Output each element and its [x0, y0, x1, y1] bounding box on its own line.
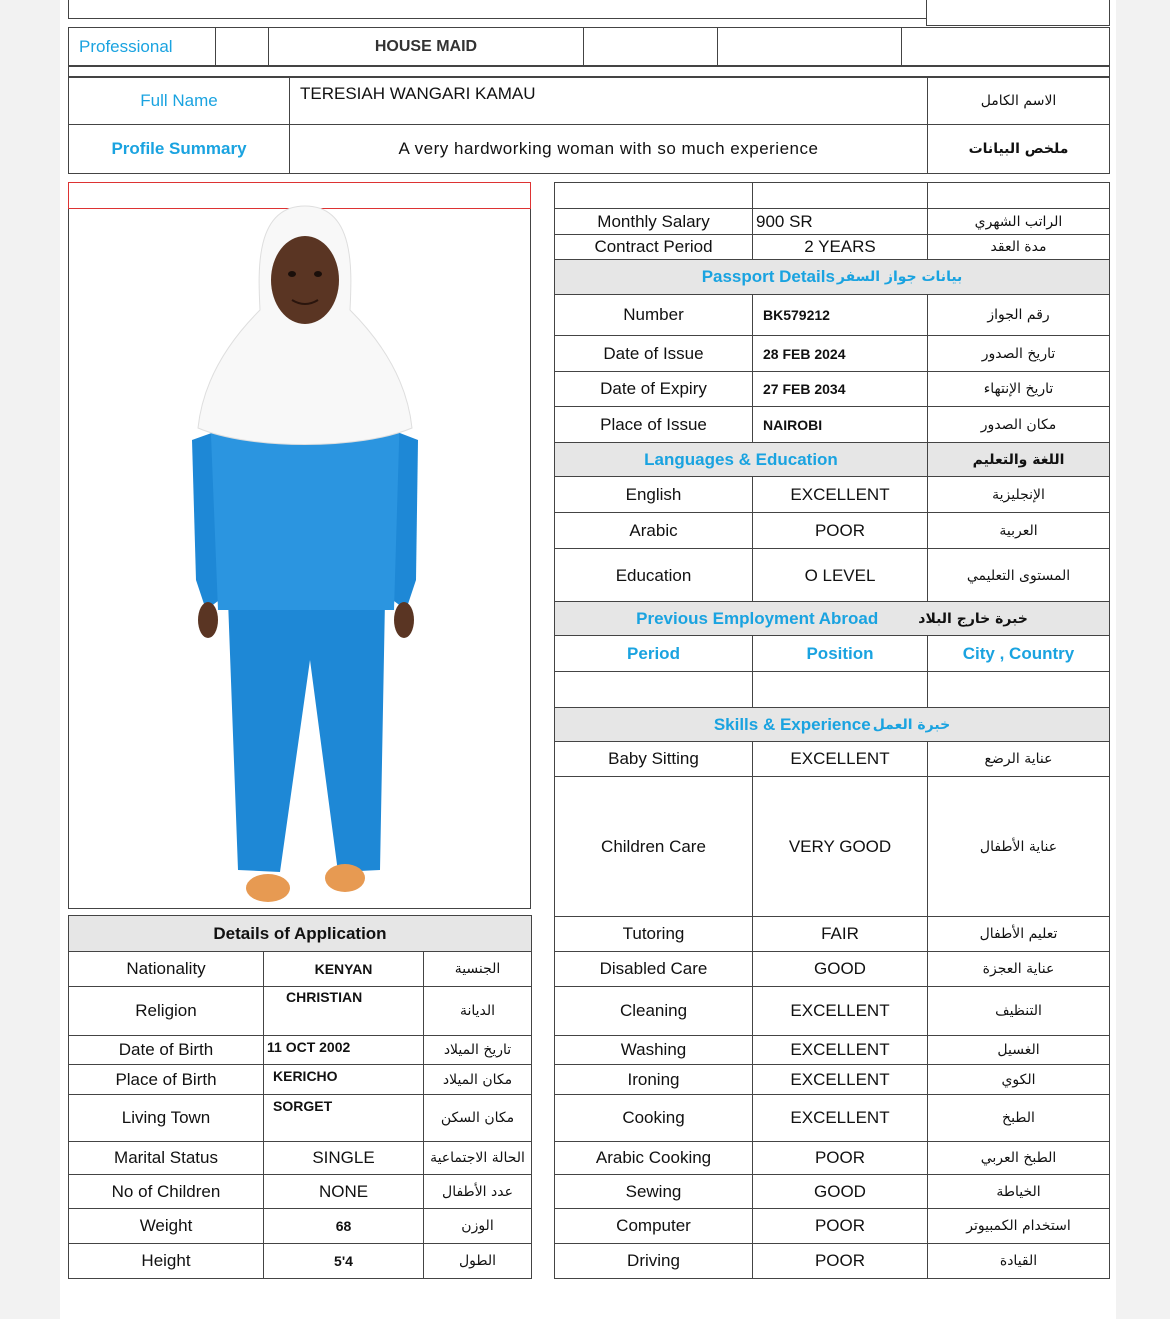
full-name-value: TERESIAH WANGARI KAMAU	[289, 77, 928, 125]
application-value: CHRISTIAN	[263, 986, 424, 1036]
skill-arabic: عناية العجزة	[927, 951, 1110, 987]
application-arabic: مكان الميلاد	[423, 1064, 532, 1095]
skill-value: GOOD	[752, 951, 928, 987]
empty-cell	[215, 27, 269, 66]
contract-period-label: Contract Period	[554, 234, 753, 260]
application-label: No of Children	[68, 1174, 264, 1209]
application-arabic: الطول	[423, 1243, 532, 1279]
application-arabic: مكان السكن	[423, 1094, 532, 1142]
profile-summary-arabic: ملخص البيانات	[927, 124, 1110, 174]
skill-arabic: استخدام الكمبيوتر	[927, 1208, 1110, 1244]
profile-summary-label: Profile Summary	[68, 124, 290, 174]
skill-label: Arabic Cooking	[554, 1141, 753, 1175]
passport-details-title-text: Passport Details	[701, 267, 835, 286]
passport-label: Date of Expiry	[554, 371, 753, 407]
language-label: English	[554, 476, 753, 513]
application-arabic: عدد الأطفال	[423, 1174, 532, 1209]
application-label: Nationality	[68, 951, 264, 987]
profile-summary-value: A very hardworking woman with so much experience	[289, 124, 928, 174]
language-arabic: العربية	[927, 512, 1110, 549]
skill-value: POOR	[752, 1208, 928, 1244]
skill-value: EXCELLENT	[752, 741, 928, 777]
employment-empty-cell	[752, 671, 928, 708]
skill-label: Cooking	[554, 1094, 753, 1142]
skill-arabic: التنظيف	[927, 986, 1110, 1036]
skill-arabic: الطبخ	[927, 1094, 1110, 1142]
passport-value: 27 FEB 2034	[752, 371, 928, 407]
empty-cell	[927, 182, 1110, 209]
language-arabic: المستوى التعليمي	[927, 548, 1110, 603]
skill-value: EXCELLENT	[752, 1035, 928, 1065]
empty-cell	[583, 27, 718, 66]
employment-col-city-country: City , Country	[927, 635, 1110, 672]
professional-value: HOUSE MAID	[268, 27, 584, 66]
skill-arabic: عناية الأطفال	[927, 776, 1110, 917]
application-arabic: تاريخ الميلاد	[423, 1035, 532, 1065]
skill-value: EXCELLENT	[752, 1094, 928, 1142]
employment-empty-cell	[927, 671, 1110, 708]
application-value: 5'4	[263, 1243, 424, 1279]
passport-arabic: تاريخ الإنتهاء	[927, 371, 1110, 407]
application-value: 11 OCT 2002	[263, 1035, 424, 1065]
employment-col-period: Period	[554, 635, 753, 672]
application-value: SORGET	[263, 1094, 424, 1142]
application-label: Living Town	[68, 1094, 264, 1142]
skills-experience-title	[554, 707, 1110, 742]
skill-arabic: الكوي	[927, 1064, 1110, 1095]
contract-period-value: 2 YEARS	[752, 234, 928, 260]
candidate-photo	[180, 200, 430, 910]
skill-label: Disabled Care	[554, 951, 753, 987]
passport-value: NAIROBI	[752, 406, 928, 444]
full-name-arabic: الاسم الكامل	[927, 77, 1110, 125]
skill-arabic: الغسيل	[927, 1035, 1110, 1065]
empty-cell	[554, 182, 753, 209]
passport-value: 28 FEB 2024	[752, 335, 928, 372]
contract-period-arabic: مدة العقد	[927, 234, 1110, 260]
empty-cell	[717, 27, 902, 66]
details-of-application-title: Details of Application	[68, 915, 532, 952]
top-empty-cell	[68, 0, 927, 19]
skill-arabic: عناية الرضع	[927, 741, 1110, 777]
previous-employment-title-text: Previous Employment Abroad	[636, 608, 879, 628]
skill-value: FAIR	[752, 916, 928, 952]
languages-education-arabic: اللغة والتعليم	[927, 442, 1110, 477]
skill-arabic: تعليم الأطفال	[927, 916, 1110, 952]
application-label: Place of Birth	[68, 1064, 264, 1095]
passport-label: Place of Issue	[554, 406, 753, 444]
skills-experience-title-text: Skills & Experience	[713, 714, 871, 734]
employment-col-position: Position	[752, 635, 928, 672]
monthly-salary-label: Monthly Salary	[554, 208, 753, 235]
empty-cell	[901, 27, 1110, 66]
application-arabic: الحالة الاجتماعية	[423, 1141, 532, 1175]
application-value: KERICHO	[263, 1064, 424, 1095]
application-arabic: الجنسية	[423, 951, 532, 987]
skill-value: EXCELLENT	[752, 986, 928, 1036]
language-label: Arabic	[554, 512, 753, 549]
passport-arabic: مكان الصدور	[927, 406, 1110, 444]
passport-details-title-arabic: بيانات جواز السفر	[836, 269, 963, 285]
language-label: Education	[554, 548, 753, 603]
skill-label: Children Care	[554, 776, 753, 917]
application-label: Religion	[68, 986, 264, 1036]
skill-label: Ironing	[554, 1064, 753, 1095]
application-value: 68	[263, 1208, 424, 1244]
application-label: Marital Status	[68, 1141, 264, 1175]
application-label: Weight	[68, 1208, 264, 1244]
language-arabic: الإنجليزية	[927, 476, 1110, 513]
application-arabic: الديانة	[423, 986, 532, 1036]
skill-value: GOOD	[752, 1174, 928, 1209]
skill-value: EXCELLENT	[752, 1064, 928, 1095]
spacer-row	[68, 66, 1110, 77]
passport-arabic: تاريخ الصدور	[927, 335, 1110, 372]
application-arabic: الوزن	[423, 1208, 532, 1244]
language-value: O LEVEL	[752, 548, 928, 603]
skill-label: Tutoring	[554, 916, 753, 952]
skill-label: Washing	[554, 1035, 753, 1065]
empty-cell	[752, 182, 928, 209]
application-value: NONE	[263, 1174, 424, 1209]
passport-arabic: رقم الجواز	[927, 294, 1110, 336]
skill-label: Baby Sitting	[554, 741, 753, 777]
language-value: EXCELLENT	[752, 476, 928, 513]
skills-experience-title-arabic: خبرة العمل	[872, 716, 951, 733]
application-value: KENYAN	[263, 951, 424, 987]
application-value: SINGLE	[263, 1141, 424, 1175]
passport-value: BK579212	[752, 294, 928, 336]
skill-arabic: الخياطة	[927, 1174, 1110, 1209]
previous-employment-title-arabic: خبرة خارج البلاد	[918, 610, 1028, 627]
monthly-salary-arabic: الراتب الشهري	[927, 208, 1110, 235]
skill-label: Driving	[554, 1243, 753, 1279]
application-label: Height	[68, 1243, 264, 1279]
language-value: POOR	[752, 512, 928, 549]
employment-empty-cell	[554, 671, 753, 708]
passport-label: Number	[554, 294, 753, 336]
skill-value: POOR	[752, 1243, 928, 1279]
passport-details-title	[554, 259, 1110, 295]
monthly-salary-value: 900 SR	[752, 208, 928, 235]
skill-label: Computer	[554, 1208, 753, 1244]
skill-value: VERY GOOD	[752, 776, 928, 917]
skill-label: Cleaning	[554, 986, 753, 1036]
application-label: Date of Birth	[68, 1035, 264, 1065]
top-empty-cell-right	[926, 0, 1110, 26]
full-name-label: Full Name	[68, 77, 290, 125]
skill-arabic: الطبخ العربي	[927, 1141, 1110, 1175]
skill-value: POOR	[752, 1141, 928, 1175]
professional-label: Professional	[68, 27, 216, 66]
previous-employment-title	[554, 601, 1110, 636]
skill-arabic: القيادة	[927, 1243, 1110, 1279]
passport-label: Date of Issue	[554, 335, 753, 372]
skill-label: Sewing	[554, 1174, 753, 1209]
languages-education-title: Languages & Education	[554, 442, 928, 477]
